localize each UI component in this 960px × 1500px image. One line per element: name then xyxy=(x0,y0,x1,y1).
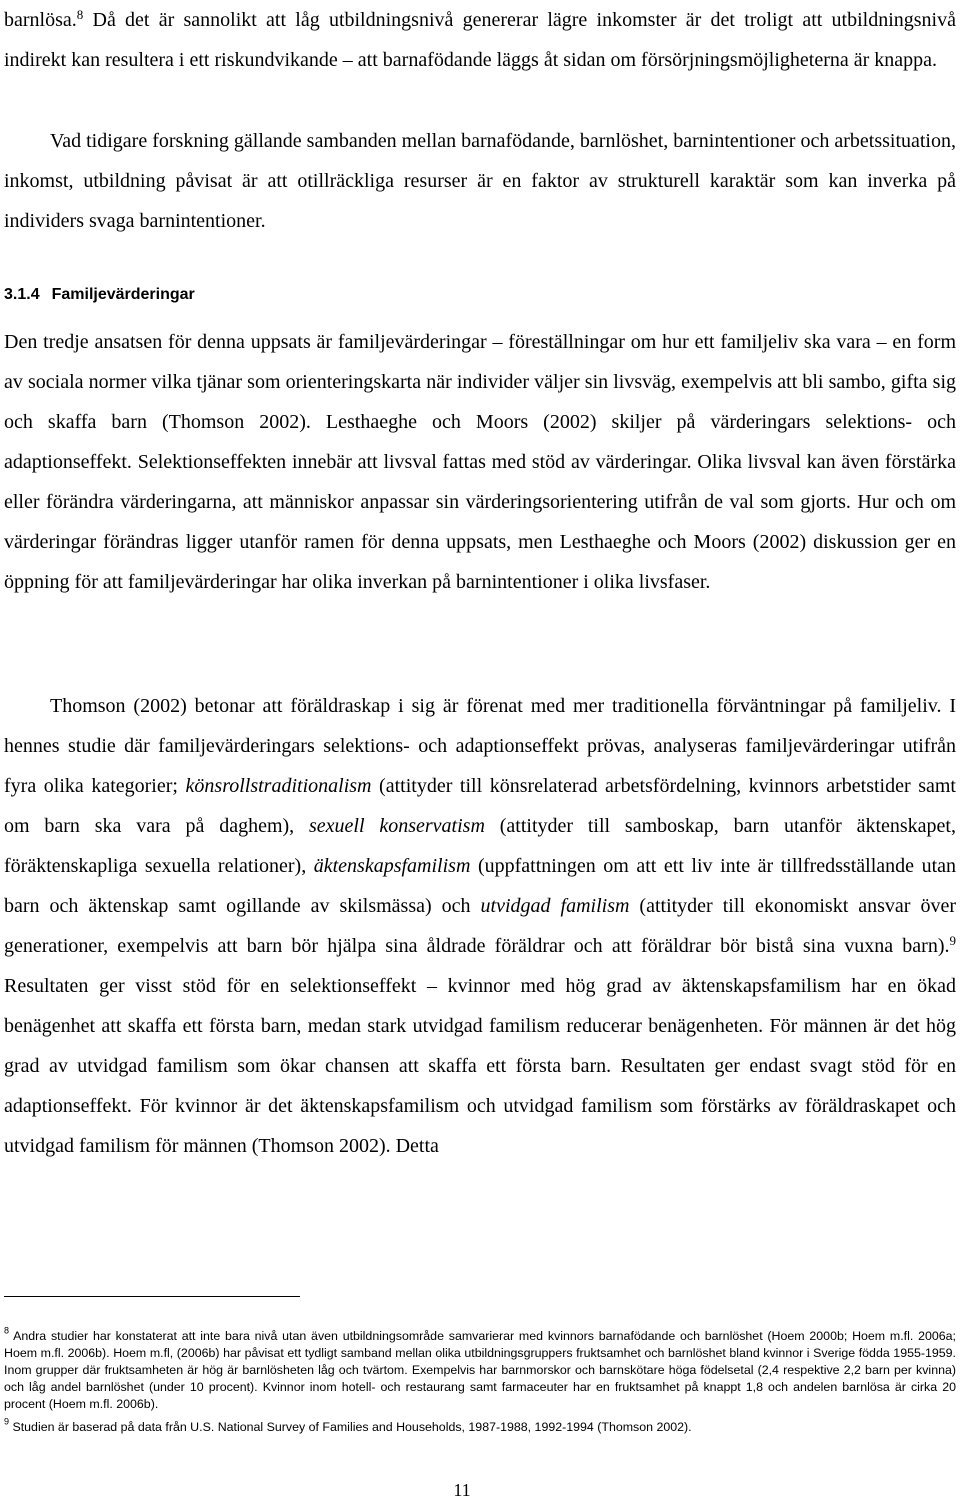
paragraph-4-segment-1: Thomson (2002) betonar att föräldraskap i sig är förenat med mer traditionella förväntningar på familjeliv. I hennes studie där familjevärderingars selektions- och adaptionseffekt prövas, analyseras familjevärderingar utifrån fyra olika kategorier; xyxy=(4,695,956,797)
paragraph-3: Den tredje ansatsen för denna uppsats är familjevärderingar – föreställningar om hur ett familjeliv ska vara – en form av sociala normer vilka tjänar som orienteringskarta när individer väljer sin livsväg, exempelvis att bli sambo, gifta sig och skaffa barn (Thomson 2002). Lesthaeghe och Moors (2002) skiljer på värderingars selektions- och adaptionseffekt. Selektionseffekten innebär att livsval fattas med stöd av värderingar. Olika livsval kan även förstärka eller förändra värderingarna, att människor anpassar sin värderingsorientering utifrån de val som gjorts. Hur och om värderingar förändras ligger utanför ramen för denna uppsats, men Lesthaeghe och Moors (2002) diskussion ger en öppning för att familjevärderingar har olika inverkan på barnintentioner i olika livsfaser. xyxy=(4,331,956,593)
paragraph-1-rest: Då det är sannolikt att låg utbildningsnivå genererar lägre inkomster är det troligt att utbildningsnivå indirekt kan resultera i ett riskundvikande – att barnafödande läggs åt sidan om försörjningsmöjligheterna är knappa. xyxy=(4,9,956,71)
footnote-ref-9: 9 xyxy=(949,932,956,948)
term-utvidgad-familism: utvidgad familism xyxy=(480,895,630,917)
term-sexuell-konservatism: sexuell konservatism xyxy=(309,815,485,837)
footnote-8-mark: 8 xyxy=(4,1325,10,1336)
section-number: 3.1.4 xyxy=(4,286,40,303)
footnote-8-text: Andra studier har konstaterat att inte bara nivå utan även utbildningsområde samvarierar med kvinnors barnafödande och barnlöshet (Hoem 2000b; Hoem m.fl. 2006a; Hoem m.fl. 2006b). Hoem m.fl, (2006b) har påvisat ett tydligt samband mellan olika utbildningsgruppers fruktsamhet och barnlöshet bland kvinnor i Sverige födda 1955-1959. Inom grupper där fruktsamheten är hög är barnlösheten låg och tvärtom. Exempelvis har barnmorskor och barnskötare höga födelsetal (2,4 respektive 2,2 barn per kvinna) och låg andel barnlöshet (under 10 procent). Kvinnor inom hotell- och restaurang samt farmaceuter har en fruktsamhet på knappt 1,8 och andelen barnlösa är cirka 20 procent (Hoem m.fl. 2006b). xyxy=(4,1329,956,1411)
section-heading xyxy=(4,285,195,305)
paragraph-1-start: barnlösa. xyxy=(4,9,77,31)
paragraph-4-segment-2: (attityder till könsrelaterad arbetsfördelning, kvinnors arbetstider samt om barn ska vara på daghem), xyxy=(4,775,956,837)
page-number: 11 xyxy=(453,1480,471,1500)
footnote-8 xyxy=(4,1325,956,1413)
footnote-9 xyxy=(4,1416,956,1436)
paragraph-4-segment-4: (uppfattningen om att ett liv inte är tillfredsställande utan barn och äktenskap samt ogillande av skilsmässa) och xyxy=(4,855,956,917)
footnotes xyxy=(4,1325,956,1436)
paragraph-4-segment-5: (attityder till ekonomiskt ansvar över generationer, exempelvis att barn bör hjälpa sina åldrade föräldrar och att föräldrar bör bistå sina vuxna barn). xyxy=(4,895,956,957)
paragraph-4-segment-6: Resultaten ger visst stöd för en selektionseffekt – kvinnor med hög grad av äktenskapsfamilism har en ökad benägenhet att skaffa ett första barn, medan stark utvidgad familism reducerar benägenheten. För männen är det hög grad av utvidgad familism som ökar chansen att skaffa ett första barn. Resultaten ger endast svagt stöd för en adaptionseffekt. För kvinnor är det äktenskapsfamilism och utvidgad familism som förstärks av föräldraskapet och utvidgad familism för männen (Thomson 2002). Detta xyxy=(4,975,956,1157)
paragraph-4 xyxy=(4,686,956,1166)
footnote-divider xyxy=(4,1296,300,1297)
term-aktenskapsfamilism: äktenskapsfamilism xyxy=(313,855,471,877)
footnote-9-mark: 9 xyxy=(4,1416,10,1427)
paragraph-2: Vad tidigare forskning gällande sambanden mellan barnafödande, barnlöshet, barnintentioner och arbetssituation, inkomst, utbildning påvisat är att otillräckliga resurser är en faktor av strukturell karaktär som kan inverka på individers svaga barnintentioner. xyxy=(4,130,956,232)
term-konsrollstraditionalism: könsrollstraditionalism xyxy=(185,775,372,797)
section-title: Familjevärderingar xyxy=(51,286,195,303)
footnote-ref-8: 8 xyxy=(76,6,84,22)
paragraph-1 xyxy=(4,0,956,80)
paragraph-4-segment-3: (attityder till samboskap, barn utanför äktenskapet, föräktenskapliga sexuella relationer), xyxy=(4,815,956,877)
footnote-9-text: Studien är baserad på data från U.S. National Survey of Families and Households, 1987-1988, 1992-1994 (Thomson 2002). xyxy=(9,1420,692,1434)
